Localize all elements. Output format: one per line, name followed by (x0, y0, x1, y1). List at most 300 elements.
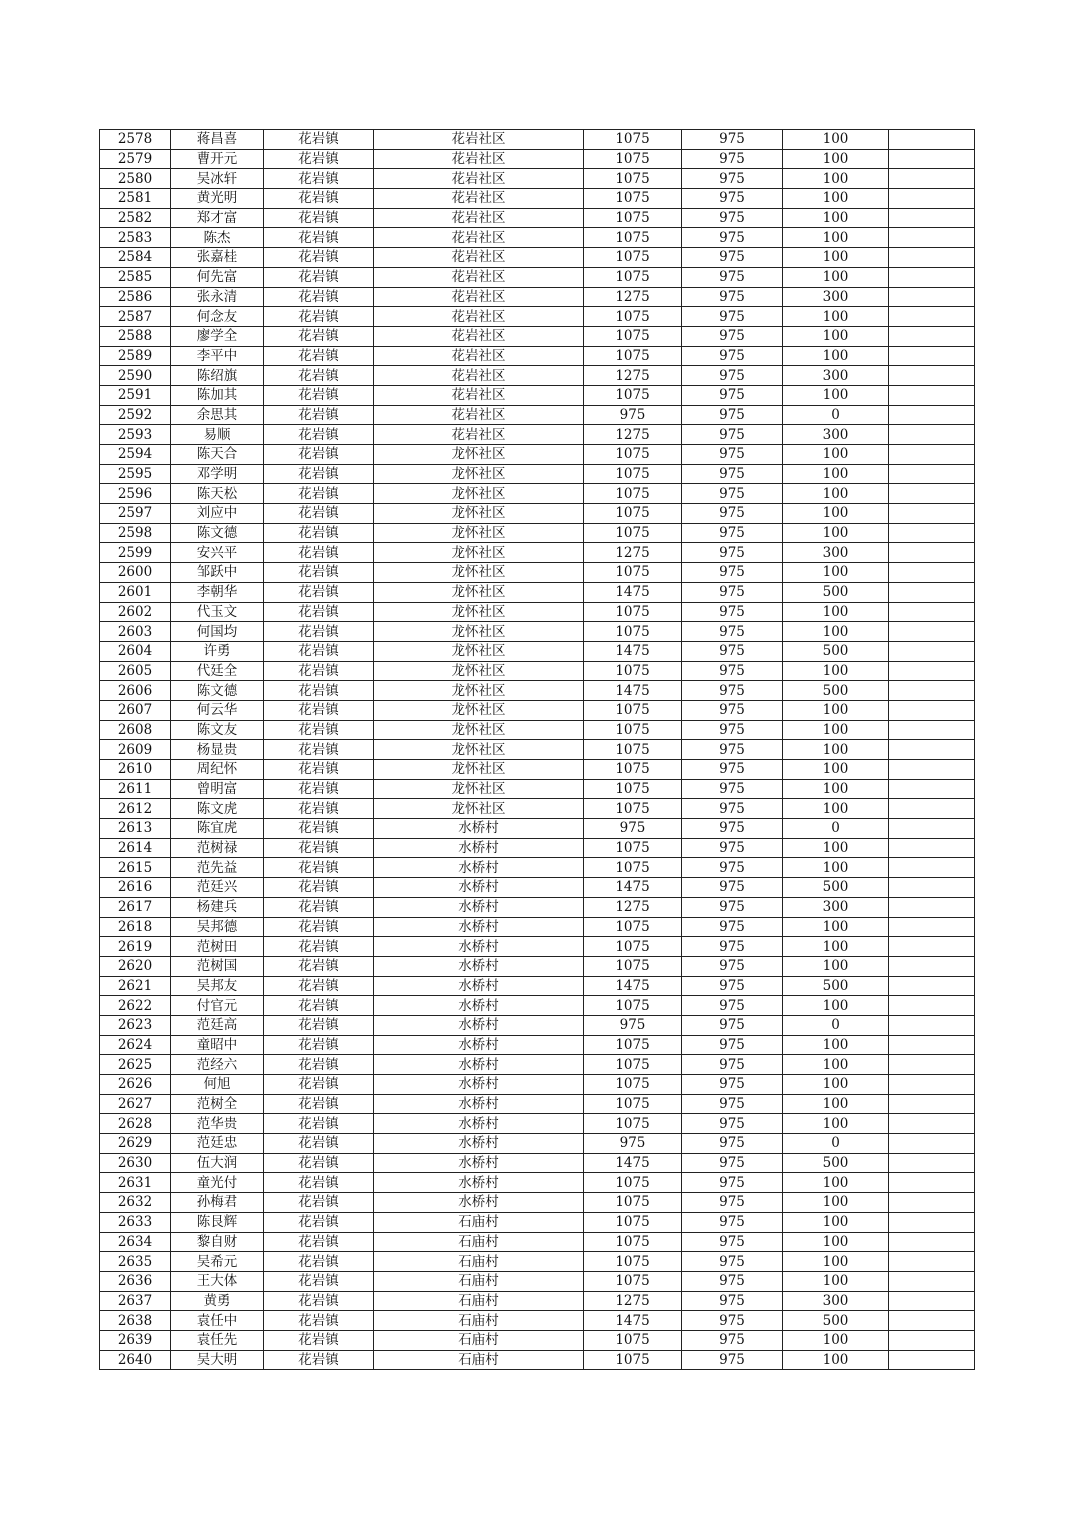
extra-amount-cell: 100 (783, 602, 889, 622)
row-number-cell: 2638 (100, 1311, 171, 1331)
person-name-cell: 范树全 (171, 1094, 264, 1114)
town-cell: 花岩镇 (264, 622, 374, 642)
base-amount-cell: 975 (682, 1232, 783, 1252)
remarks-cell (889, 819, 975, 839)
extra-amount-cell: 100 (783, 622, 889, 642)
base-amount-cell: 975 (682, 1114, 783, 1134)
village-cell: 花岩社区 (374, 208, 584, 228)
person-name-cell: 邹跃中 (171, 563, 264, 583)
town-cell: 花岩镇 (264, 897, 374, 917)
extra-amount-cell: 100 (783, 208, 889, 228)
row-number-cell: 2594 (100, 445, 171, 465)
total-amount-cell: 1075 (584, 307, 682, 327)
town-cell: 花岩镇 (264, 858, 374, 878)
table-row (100, 425, 975, 445)
remarks-cell (889, 1291, 975, 1311)
total-amount-cell: 1075 (584, 1271, 682, 1291)
row-number-cell: 2616 (100, 878, 171, 898)
town-cell: 花岩镇 (264, 681, 374, 701)
person-name-cell: 黄光明 (171, 189, 264, 209)
remarks-cell (889, 700, 975, 720)
base-amount-cell: 975 (682, 405, 783, 425)
table-row (100, 366, 975, 386)
town-cell: 花岩镇 (264, 1173, 374, 1193)
total-amount-cell: 1475 (584, 976, 682, 996)
extra-amount-cell: 100 (783, 267, 889, 287)
base-amount-cell: 975 (682, 1173, 783, 1193)
table-row (100, 1035, 975, 1055)
remarks-cell (889, 720, 975, 740)
row-number-cell: 2621 (100, 976, 171, 996)
table-row (100, 996, 975, 1016)
base-amount-cell: 975 (682, 385, 783, 405)
table-row (100, 681, 975, 701)
total-amount-cell: 975 (584, 819, 682, 839)
table-row (100, 287, 975, 307)
total-amount-cell: 975 (584, 1015, 682, 1035)
town-cell: 花岩镇 (264, 700, 374, 720)
base-amount-cell: 975 (682, 326, 783, 346)
total-amount-cell: 1075 (584, 385, 682, 405)
village-cell: 龙怀社区 (374, 779, 584, 799)
extra-amount-cell: 100 (783, 563, 889, 583)
person-name-cell: 童昭中 (171, 1035, 264, 1055)
table-row (100, 464, 975, 484)
town-cell: 花岩镇 (264, 602, 374, 622)
extra-amount-cell: 100 (783, 917, 889, 937)
village-cell: 水桥村 (374, 996, 584, 1016)
total-amount-cell: 975 (584, 405, 682, 425)
town-cell: 花岩镇 (264, 661, 374, 681)
base-amount-cell: 975 (682, 169, 783, 189)
person-name-cell: 何国均 (171, 622, 264, 642)
village-cell: 龙怀社区 (374, 602, 584, 622)
town-cell: 花岩镇 (264, 1252, 374, 1272)
extra-amount-cell: 100 (783, 1271, 889, 1291)
town-cell: 花岩镇 (264, 208, 374, 228)
person-name-cell: 周纪怀 (171, 760, 264, 780)
extra-amount-cell: 100 (783, 149, 889, 169)
town-cell: 花岩镇 (264, 641, 374, 661)
table-row (100, 1271, 975, 1291)
town-cell: 花岩镇 (264, 543, 374, 563)
village-cell: 花岩社区 (374, 307, 584, 327)
town-cell: 花岩镇 (264, 1134, 374, 1154)
total-amount-cell: 1275 (584, 287, 682, 307)
town-cell: 花岩镇 (264, 366, 374, 386)
base-amount-cell: 975 (682, 1153, 783, 1173)
person-name-cell: 杨显贵 (171, 740, 264, 760)
base-amount-cell: 975 (682, 523, 783, 543)
table-row (100, 582, 975, 602)
row-number-cell: 2591 (100, 385, 171, 405)
table-row (100, 602, 975, 622)
extra-amount-cell: 100 (783, 307, 889, 327)
extra-amount-cell: 100 (783, 1035, 889, 1055)
remarks-cell (889, 681, 975, 701)
village-cell: 龙怀社区 (374, 445, 584, 465)
town-cell: 花岩镇 (264, 189, 374, 209)
extra-amount-cell: 100 (783, 1094, 889, 1114)
base-amount-cell: 975 (682, 307, 783, 327)
row-number-cell: 2625 (100, 1055, 171, 1075)
remarks-cell (889, 169, 975, 189)
town-cell: 花岩镇 (264, 346, 374, 366)
town-cell: 花岩镇 (264, 385, 374, 405)
total-amount-cell: 1075 (584, 1075, 682, 1095)
extra-amount-cell: 0 (783, 1134, 889, 1154)
remarks-cell (889, 208, 975, 228)
remarks-cell (889, 897, 975, 917)
person-name-cell: 蒋昌喜 (171, 130, 264, 150)
village-cell: 石庙村 (374, 1311, 584, 1331)
remarks-cell (889, 996, 975, 1016)
remarks-cell (889, 582, 975, 602)
base-amount-cell: 975 (682, 799, 783, 819)
row-number-cell: 2605 (100, 661, 171, 681)
table-row (100, 878, 975, 898)
total-amount-cell: 1075 (584, 799, 682, 819)
village-cell: 龙怀社区 (374, 464, 584, 484)
row-number-cell: 2636 (100, 1271, 171, 1291)
row-number-cell: 2595 (100, 464, 171, 484)
town-cell: 花岩镇 (264, 169, 374, 189)
extra-amount-cell: 100 (783, 700, 889, 720)
row-number-cell: 2599 (100, 543, 171, 563)
base-amount-cell: 975 (682, 996, 783, 1016)
extra-amount-cell: 100 (783, 484, 889, 504)
row-number-cell: 2604 (100, 641, 171, 661)
total-amount-cell: 1075 (584, 484, 682, 504)
extra-amount-cell: 300 (783, 425, 889, 445)
village-cell: 石庙村 (374, 1350, 584, 1370)
base-amount-cell: 975 (682, 1291, 783, 1311)
row-number-cell: 2598 (100, 523, 171, 543)
total-amount-cell: 1475 (584, 641, 682, 661)
remarks-cell (889, 661, 975, 681)
person-name-cell: 杨建兵 (171, 897, 264, 917)
base-amount-cell: 975 (682, 464, 783, 484)
extra-amount-cell: 100 (783, 799, 889, 819)
table-row (100, 523, 975, 543)
village-cell: 龙怀社区 (374, 543, 584, 563)
remarks-cell (889, 740, 975, 760)
extra-amount-cell: 500 (783, 976, 889, 996)
extra-amount-cell: 100 (783, 464, 889, 484)
table-row (100, 267, 975, 287)
total-amount-cell: 1075 (584, 917, 682, 937)
roster-table (99, 129, 975, 1370)
base-amount-cell: 975 (682, 1055, 783, 1075)
person-name-cell: 陈天合 (171, 445, 264, 465)
table-row (100, 1134, 975, 1154)
total-amount-cell: 1075 (584, 1232, 682, 1252)
table-row (100, 385, 975, 405)
remarks-cell (889, 937, 975, 957)
village-cell: 龙怀社区 (374, 661, 584, 681)
village-cell: 龙怀社区 (374, 622, 584, 642)
table-row (100, 1094, 975, 1114)
remarks-cell (889, 917, 975, 937)
extra-amount-cell: 0 (783, 819, 889, 839)
extra-amount-cell: 100 (783, 1075, 889, 1095)
town-cell: 花岩镇 (264, 1330, 374, 1350)
person-name-cell: 童光付 (171, 1173, 264, 1193)
village-cell: 龙怀社区 (374, 523, 584, 543)
remarks-cell (889, 1015, 975, 1035)
extra-amount-cell: 300 (783, 366, 889, 386)
remarks-cell (889, 149, 975, 169)
extra-amount-cell: 300 (783, 1291, 889, 1311)
total-amount-cell: 1075 (584, 1193, 682, 1213)
table-row (100, 445, 975, 465)
village-cell: 石庙村 (374, 1330, 584, 1350)
village-cell: 龙怀社区 (374, 582, 584, 602)
table-row (100, 641, 975, 661)
person-name-cell: 安兴平 (171, 543, 264, 563)
remarks-cell (889, 976, 975, 996)
remarks-cell (889, 641, 975, 661)
total-amount-cell: 1075 (584, 858, 682, 878)
base-amount-cell: 975 (682, 208, 783, 228)
village-cell: 水桥村 (374, 976, 584, 996)
town-cell: 花岩镇 (264, 445, 374, 465)
town-cell: 花岩镇 (264, 720, 374, 740)
row-number-cell: 2622 (100, 996, 171, 1016)
town-cell: 花岩镇 (264, 956, 374, 976)
person-name-cell: 陈杰 (171, 228, 264, 248)
remarks-cell (889, 1193, 975, 1213)
row-number-cell: 2587 (100, 307, 171, 327)
row-number-cell: 2609 (100, 740, 171, 760)
extra-amount-cell: 300 (783, 287, 889, 307)
town-cell: 花岩镇 (264, 799, 374, 819)
village-cell: 龙怀社区 (374, 700, 584, 720)
total-amount-cell: 1075 (584, 326, 682, 346)
total-amount-cell: 1475 (584, 1311, 682, 1331)
village-cell: 水桥村 (374, 897, 584, 917)
extra-amount-cell: 100 (783, 1232, 889, 1252)
extra-amount-cell: 100 (783, 1350, 889, 1370)
row-number-cell: 2639 (100, 1330, 171, 1350)
row-number-cell: 2629 (100, 1134, 171, 1154)
base-amount-cell: 975 (682, 189, 783, 209)
table-row (100, 819, 975, 839)
village-cell: 花岩社区 (374, 248, 584, 268)
row-number-cell: 2602 (100, 602, 171, 622)
row-number-cell: 2624 (100, 1035, 171, 1055)
village-cell: 水桥村 (374, 937, 584, 957)
person-name-cell: 范廷忠 (171, 1134, 264, 1154)
row-number-cell: 2626 (100, 1075, 171, 1095)
remarks-cell (889, 1114, 975, 1134)
total-amount-cell: 1075 (584, 937, 682, 957)
row-number-cell: 2584 (100, 248, 171, 268)
remarks-cell (889, 838, 975, 858)
table-row (100, 838, 975, 858)
base-amount-cell: 975 (682, 1271, 783, 1291)
town-cell: 花岩镇 (264, 937, 374, 957)
person-name-cell: 曾明富 (171, 779, 264, 799)
base-amount-cell: 975 (682, 130, 783, 150)
row-number-cell: 2631 (100, 1173, 171, 1193)
extra-amount-cell: 100 (783, 858, 889, 878)
person-name-cell: 吴邦友 (171, 976, 264, 996)
table-row (100, 1193, 975, 1213)
person-name-cell: 范华贵 (171, 1114, 264, 1134)
base-amount-cell: 975 (682, 563, 783, 583)
base-amount-cell: 975 (682, 641, 783, 661)
total-amount-cell: 1275 (584, 543, 682, 563)
row-number-cell: 2608 (100, 720, 171, 740)
total-amount-cell: 1075 (584, 523, 682, 543)
table-row (100, 760, 975, 780)
base-amount-cell: 975 (682, 248, 783, 268)
row-number-cell: 2585 (100, 267, 171, 287)
person-name-cell: 范廷高 (171, 1015, 264, 1035)
base-amount-cell: 975 (682, 700, 783, 720)
total-amount-cell: 1075 (584, 996, 682, 1016)
table-row (100, 1311, 975, 1331)
town-cell: 花岩镇 (264, 405, 374, 425)
table-row (100, 563, 975, 583)
village-cell: 水桥村 (374, 819, 584, 839)
extra-amount-cell: 100 (783, 523, 889, 543)
village-cell: 花岩社区 (374, 149, 584, 169)
person-name-cell: 范树田 (171, 937, 264, 957)
person-name-cell: 吴希元 (171, 1252, 264, 1272)
town-cell: 花岩镇 (264, 1193, 374, 1213)
extra-amount-cell: 500 (783, 1311, 889, 1331)
extra-amount-cell: 500 (783, 878, 889, 898)
table-row (100, 622, 975, 642)
base-amount-cell: 975 (682, 543, 783, 563)
table-row (100, 149, 975, 169)
table-row (100, 1232, 975, 1252)
table-row (100, 208, 975, 228)
base-amount-cell: 975 (682, 1035, 783, 1055)
town-cell: 花岩镇 (264, 779, 374, 799)
town-cell: 花岩镇 (264, 819, 374, 839)
row-number-cell: 2588 (100, 326, 171, 346)
total-amount-cell: 1075 (584, 720, 682, 740)
person-name-cell: 何旭 (171, 1075, 264, 1095)
table-row (100, 937, 975, 957)
remarks-cell (889, 307, 975, 327)
town-cell: 花岩镇 (264, 1094, 374, 1114)
extra-amount-cell: 100 (783, 740, 889, 760)
row-number-cell: 2632 (100, 1193, 171, 1213)
town-cell: 花岩镇 (264, 1015, 374, 1035)
person-name-cell: 孙梅君 (171, 1193, 264, 1213)
town-cell: 花岩镇 (264, 1311, 374, 1331)
row-number-cell: 2593 (100, 425, 171, 445)
row-number-cell: 2590 (100, 366, 171, 386)
base-amount-cell: 975 (682, 228, 783, 248)
base-amount-cell: 975 (682, 838, 783, 858)
total-amount-cell: 1075 (584, 602, 682, 622)
total-amount-cell: 1075 (584, 779, 682, 799)
total-amount-cell: 1075 (584, 661, 682, 681)
remarks-cell (889, 267, 975, 287)
village-cell: 水桥村 (374, 1114, 584, 1134)
row-number-cell: 2583 (100, 228, 171, 248)
remarks-cell (889, 1232, 975, 1252)
base-amount-cell: 975 (682, 582, 783, 602)
town-cell: 花岩镇 (264, 917, 374, 937)
table-row (100, 956, 975, 976)
row-number-cell: 2617 (100, 897, 171, 917)
table-row (100, 405, 975, 425)
person-name-cell: 范廷兴 (171, 878, 264, 898)
remarks-cell (889, 1350, 975, 1370)
person-name-cell: 曹开元 (171, 149, 264, 169)
base-amount-cell: 975 (682, 897, 783, 917)
person-name-cell: 易顺 (171, 425, 264, 445)
base-amount-cell: 975 (682, 1330, 783, 1350)
row-number-cell: 2615 (100, 858, 171, 878)
town-cell: 花岩镇 (264, 1075, 374, 1095)
village-cell: 花岩社区 (374, 405, 584, 425)
remarks-cell (889, 1075, 975, 1095)
base-amount-cell: 975 (682, 425, 783, 445)
extra-amount-cell: 0 (783, 1015, 889, 1035)
base-amount-cell: 975 (682, 149, 783, 169)
remarks-cell (889, 366, 975, 386)
person-name-cell: 范经六 (171, 1055, 264, 1075)
person-name-cell: 袁任先 (171, 1330, 264, 1350)
remarks-cell (889, 1173, 975, 1193)
person-name-cell: 伍大润 (171, 1153, 264, 1173)
village-cell: 龙怀社区 (374, 799, 584, 819)
total-amount-cell: 1075 (584, 228, 682, 248)
row-number-cell: 2612 (100, 799, 171, 819)
base-amount-cell: 975 (682, 366, 783, 386)
village-cell: 龙怀社区 (374, 484, 584, 504)
row-number-cell: 2600 (100, 563, 171, 583)
row-number-cell: 2586 (100, 287, 171, 307)
row-number-cell: 2623 (100, 1015, 171, 1035)
total-amount-cell: 1075 (584, 760, 682, 780)
table-row (100, 976, 975, 996)
base-amount-cell: 975 (682, 661, 783, 681)
town-cell: 花岩镇 (264, 248, 374, 268)
row-number-cell: 2634 (100, 1232, 171, 1252)
person-name-cell: 陈艮辉 (171, 1212, 264, 1232)
table-row (100, 307, 975, 327)
person-name-cell: 吴冰轩 (171, 169, 264, 189)
remarks-cell (889, 1330, 975, 1350)
row-number-cell: 2618 (100, 917, 171, 937)
town-cell: 花岩镇 (264, 1153, 374, 1173)
base-amount-cell: 975 (682, 1193, 783, 1213)
total-amount-cell: 1075 (584, 700, 682, 720)
person-name-cell: 陈文友 (171, 720, 264, 740)
row-number-cell: 2597 (100, 504, 171, 524)
table-row (100, 326, 975, 346)
row-number-cell: 2601 (100, 582, 171, 602)
table-row (100, 858, 975, 878)
extra-amount-cell: 100 (783, 1114, 889, 1134)
person-name-cell: 陈宜虎 (171, 819, 264, 839)
village-cell: 龙怀社区 (374, 760, 584, 780)
base-amount-cell: 975 (682, 484, 783, 504)
village-cell: 龙怀社区 (374, 681, 584, 701)
extra-amount-cell: 300 (783, 897, 889, 917)
person-name-cell: 陈文虎 (171, 799, 264, 819)
village-cell: 石庙村 (374, 1232, 584, 1252)
total-amount-cell: 1075 (584, 169, 682, 189)
